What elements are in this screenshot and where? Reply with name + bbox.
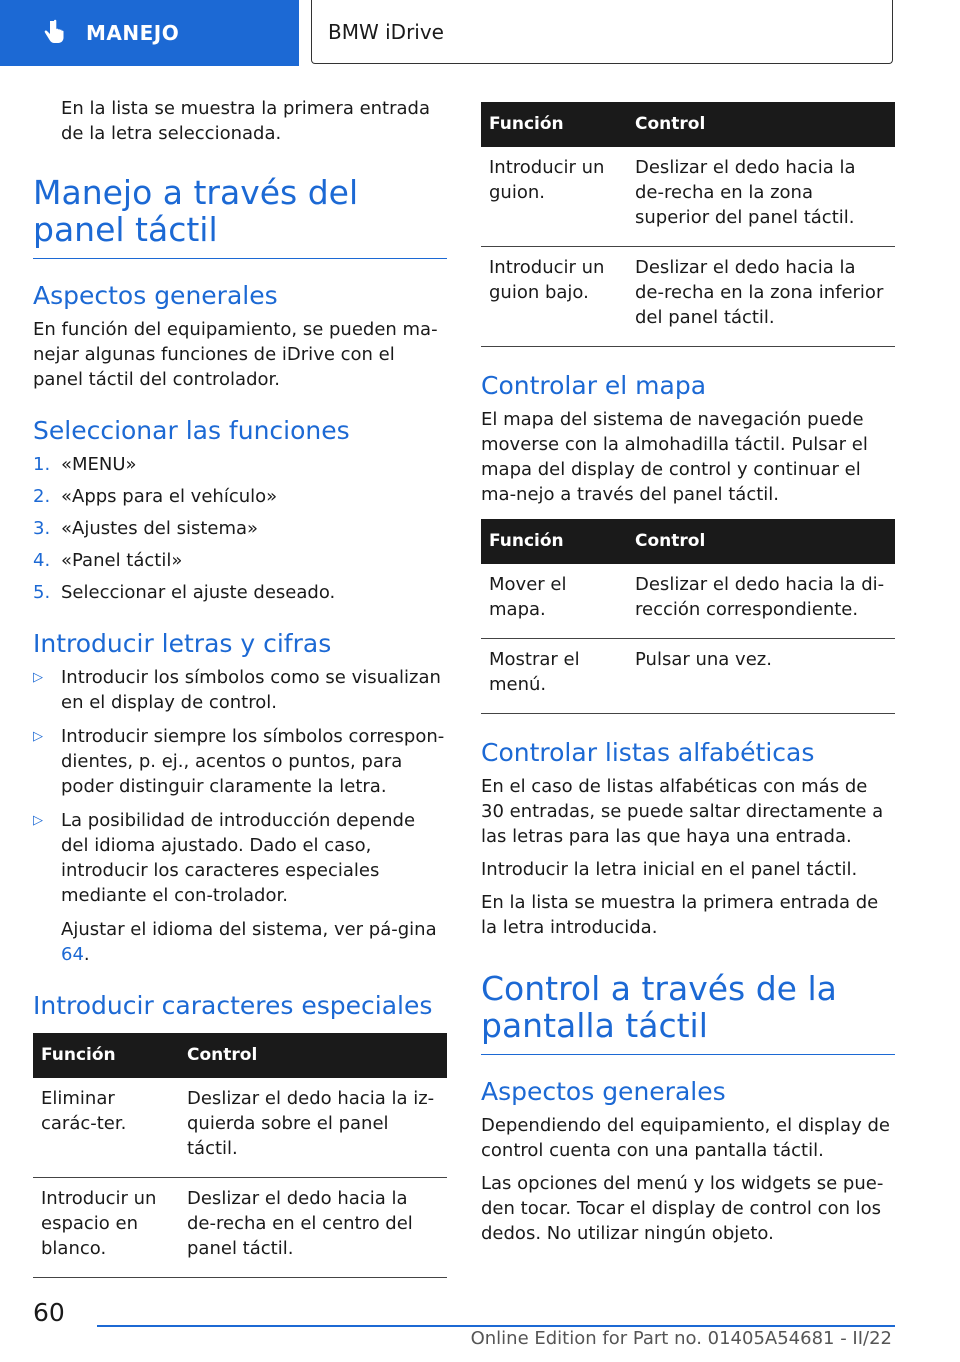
- heading-seleccionar-funciones: Seleccionar las funciones: [33, 416, 350, 445]
- page-reference: [33, 917, 447, 967]
- table-header-row: [33, 1033, 447, 1078]
- heading-panel-tactil: Manejo a través del panel táctil: [33, 174, 447, 259]
- column-header-funcion: Función: [481, 519, 627, 564]
- intro-paragraph: En la lista se muestra la primera entrada de la letra seleccionada.: [61, 98, 430, 144]
- column-header-control: Control: [627, 102, 895, 147]
- heading-introducir-letras: Introducir letras y cifras: [33, 629, 332, 658]
- triangle-bullet-icon: ▷: [33, 813, 43, 828]
- heading-aspectos-generales-2: Aspectos generales: [481, 1077, 726, 1106]
- triangle-bullet-icon: ▷: [33, 729, 43, 744]
- list-item: [33, 516, 447, 541]
- column-header-control: Control: [627, 519, 895, 564]
- table-row: [481, 147, 895, 247]
- map-table: [481, 519, 895, 714]
- chapter-tab-bmw-idrive[interactable]: [311, 0, 893, 64]
- paragraph-listas-3: En la lista se muestra la primera entrada de la letra introducida.: [481, 892, 879, 938]
- table-header-row: [481, 102, 895, 147]
- list-item: [33, 808, 447, 908]
- right-column: [481, 102, 895, 1254]
- step-number: 3.: [33, 518, 51, 539]
- table-cell-control: Deslizar el dedo hacia la di-rección correspondiente.: [627, 564, 895, 639]
- left-column: [33, 96, 447, 1278]
- table-cell-funcion: Introducir un guion.: [481, 147, 627, 247]
- table-row: [33, 1178, 447, 1278]
- section-tab-label: MANEJO: [86, 21, 180, 45]
- paragraph-pantalla-2: Las opciones del menú y los widgets se pue-den tocar. Tocar el display de control con los dedos. No utilizar ningún objeto.: [481, 1173, 884, 1244]
- table-row: [481, 247, 895, 347]
- bullets-list: [33, 665, 447, 908]
- table-cell-control: Deslizar el dedo hacia la iz-quierda sobre el panel táctil.: [179, 1078, 447, 1178]
- section-tab-manejo[interactable]: [0, 0, 299, 66]
- bullet-text: Introducir los símbolos como se visualizan en el display de control.: [61, 667, 441, 713]
- column-header-funcion: Función: [33, 1033, 179, 1078]
- paragraph-listas-2: Introducir la letra inicial en el panel táctil.: [481, 859, 858, 880]
- heading-listas-alfabeticas: Controlar listas alfabéticas: [481, 738, 815, 767]
- steps-list: [33, 452, 447, 605]
- table-row: [33, 1078, 447, 1178]
- table-cell-funcion: Mostrar el menú.: [481, 639, 627, 714]
- step-text: «Apps para el vehículo»: [61, 486, 278, 507]
- column-header-control: Control: [179, 1033, 447, 1078]
- table-cell-funcion: Introducir un espacio en blanco.: [33, 1178, 179, 1278]
- list-item: [33, 724, 447, 799]
- hyphen-table: [481, 102, 895, 347]
- table-row: [481, 564, 895, 639]
- step-text: «Ajustes del sistema»: [61, 518, 259, 539]
- step-text: «Panel táctil»: [61, 550, 183, 571]
- paragraph-aspectos-generales: En función del equipamiento, se pueden ma-nejar algunas funciones de iDrive con el panel táctil del controlador.: [33, 319, 438, 390]
- step-number: 2.: [33, 486, 51, 507]
- heading-caracteres-especiales: Introducir caracteres especiales: [33, 991, 433, 1020]
- table-row: [481, 639, 895, 714]
- footer-divider: [97, 1325, 895, 1327]
- step-number: 1.: [33, 454, 51, 475]
- table-cell-control: Deslizar el dedo hacia la de-recha en el centro del panel táctil.: [179, 1178, 447, 1278]
- list-item: [33, 484, 447, 509]
- list-item: [33, 580, 447, 605]
- table-cell-funcion: Mover el mapa.: [481, 564, 627, 639]
- table-cell-funcion: Introducir un guion bajo.: [481, 247, 627, 347]
- page-header: [0, 0, 960, 66]
- paragraph-listas-1: En el caso de listas alfabéticas con más de 30 entradas, se puede saltar directamente a las letras para las que haya una entrada.: [481, 776, 884, 847]
- table-cell-funcion: Eliminar carác-ter.: [33, 1078, 179, 1178]
- heading-controlar-mapa: Controlar el mapa: [481, 371, 707, 400]
- bullet-text: Introducir siempre los símbolos correspon-dientes, p. ej., acentos o puntos, para poder distinguir claramente la letra.: [61, 726, 445, 797]
- paragraph-pantalla-1: Dependiendo del equipamiento, el display de control cuenta con una pantalla táctil.: [481, 1115, 890, 1161]
- triangle-bullet-icon: ▷: [33, 670, 43, 685]
- step-text: «MENU»: [61, 454, 137, 475]
- list-item: [33, 452, 447, 477]
- list-item: [33, 665, 447, 715]
- reference-text: Ajustar el idioma del sistema, ver pá-gina: [61, 919, 437, 940]
- table-cell-control: Deslizar el dedo hacia la de-recha en la zona inferior del panel táctil.: [627, 247, 895, 347]
- chapter-tab-label: BMW iDrive: [328, 19, 444, 44]
- table-header-row: [481, 519, 895, 564]
- step-number: 4.: [33, 550, 51, 571]
- heading-aspectos-generales: Aspectos generales: [33, 281, 278, 310]
- column-header-funcion: Función: [481, 102, 627, 147]
- special-characters-table: [33, 1033, 447, 1278]
- page-link-64[interactable]: 64: [61, 944, 84, 965]
- step-number: 5.: [33, 582, 51, 603]
- list-item: [33, 548, 447, 573]
- page-number: 60: [33, 1298, 65, 1327]
- reference-end: .: [83, 944, 90, 965]
- bullet-text: La posibilidad de introducción depende del idioma ajustado. Dado el caso, introducir los caracteres especiales mediante el con-trolador.: [61, 810, 416, 906]
- step-text: Seleccionar el ajuste deseado.: [61, 582, 336, 603]
- table-cell-control: Pulsar una vez.: [627, 639, 895, 714]
- hand-pointer-icon: [38, 18, 68, 48]
- table-cell-control: Deslizar el dedo hacia la de-recha en la zona superior del panel táctil.: [627, 147, 895, 247]
- paragraph-controlar-mapa: El mapa del sistema de navegación puede moverse con la almohadilla táctil. Pulsar el mapa del display de control y continuar el ma-nejo a través del panel táctil.: [481, 409, 868, 505]
- heading-pantalla-tactil: Control a través de la pantalla táctil: [481, 970, 895, 1055]
- edition-text: Online Edition for Part no. 01405A54681 - II/22: [470, 1328, 892, 1349]
